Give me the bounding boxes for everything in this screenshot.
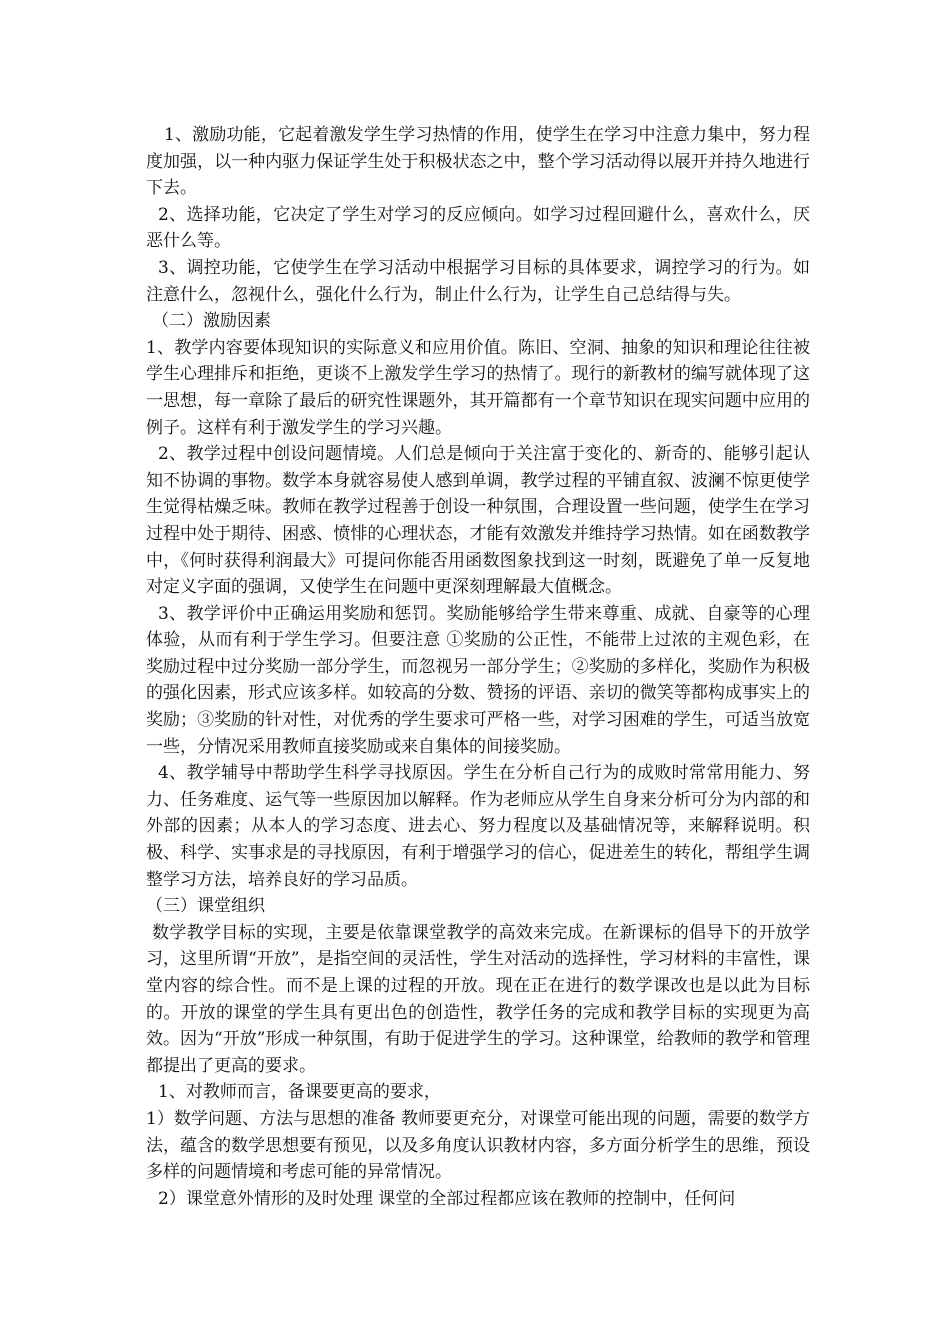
- paragraph-factor-2: 2、教学过程中创设问题情境。人们总是倾向于关注富于变化的、新奇的、能够引起认知不协调的事物。数学本身就容易使人感到单调，教学过程的平铺直叙、波澜不惊更使学生觉得枯燥乏味。教师在教学过程善于创设一种氛围，合理设置一些问题，使学生在学习过程中处于期待、困惑、愤悱的心理状态，才能有效激发并维持学习热情。如在函数教学中，《何时获得利润最大》可提问你能否用函数图象找到这一时刻，既避免了单一反复地对定义字面的强调，又使学生在问题中更深刻理解最大值概念。: [146, 444, 810, 598]
- paragraph-teacher-requirements: 1、对教师而言，备课要更高的要求，: [158, 1082, 441, 1103]
- heading-classroom-organization: （三）课堂组织: [146, 896, 265, 917]
- paragraph-factor-4: 4、教学辅导中帮助学生科学寻找原因。学生在分析自己行为的成败时常常用能力、努力、任务难度、运气等一些原因加以解释。作为老师应从学生自身来分析可分为内部的和外部的因素；从本人的学习态度、进去心、努力程度以及基础情况等，来解释说明。积极、科学、实事求是的寻找原因，有利于增强学习的信心，促进差生的转化，帮组学生调整学习方法，培养良好的学习品质。: [146, 763, 810, 890]
- paragraph-factor-1: 1、教学内容要体现知识的实际意义和应用价值。陈旧、空洞、抽象的知识和理论往往被学生心理排斥和拒绝，更谈不上激发学生学习的热情了。现行的新教材的编写就体现了这一思想，每一章除了最后的研究性课题外，其开篇都有一个章节知识在现实问题中应用的例子。这样有利于激发学生的学习兴趣。: [146, 337, 810, 438]
- heading-incentive-factors: （二）激励因素: [152, 311, 271, 332]
- paragraph-selection-function: 2、选择功能，它决定了学生对学习的反应倾向。如学习过程回避什么，喜欢什么，厌恶什么等。: [146, 204, 810, 252]
- paragraph-preparation: 1）数学问题、方法与思想的准备 教师要更充分，对课堂可能出现的问题，需要的数学方法，蕴含的数学思想要有预见，以及多角度认识教材内容，多方面分析学生的思维，预设多样的问题情境和考虑可能的异常情况。: [146, 1108, 810, 1183]
- paragraph-incentive-function: 1、激励功能，它起着激发学生学习热情的作用，使学生在学习中注意力集中，努力程度加强，以一种内驱力保证学生处于积极状态之中，整个学习活动得以展开并持久地进行下去。: [146, 125, 810, 199]
- paragraph-unexpected-handling: 2）课堂意外情形的及时处理 课堂的全部过程都应该在教师的控制中，任何问: [158, 1188, 736, 1209]
- document-page: [146, 122, 810, 1212]
- paragraph-classroom-intro: 数学教学目标的实现，主要是依靠课堂教学的高效来完成。在新课标的倡导下的开放学习，这里所谓“开放”，是指空间的灵活性，学生对活动的选择性，学习材料的丰富性，课堂内容的综合性。而不是上课的过程的开放。现在正在进行的数学课改也是以此为目标的。开放的课堂的学生具有更出色的创造性，教学任务的完成和教学目标的实现更为高效。因为“开放”形成一种氛围，有助于促进学生的学习。这种课堂，给教师的教学和管理都提出了更高的要求。: [146, 922, 810, 1076]
- paragraph-control-function: 3、调控功能，它使学生在学习活动中根据学习目标的具体要求，调控学习的行为。如注意什么，忽视什么，强化什么行为，制止什么行为，让学生自己总结得与失。: [146, 257, 810, 305]
- paragraph-factor-3: 3、教学评价中正确运用奖励和惩罚。奖励能够给学生带来尊重、成就、自豪等的心理体验，从而有利于学生学习。但要注意 ①奖励的公正性，不能带上过浓的主观色彩，在奖励过程中过分奖励一部分学生，而忽视另一部分学生；②奖励的多样化，奖励作为积极的强化因素，形式应该多样。如较高的分数、赞扬的评语、亲切的微笑等都构成事实上的奖励；③奖励的针对性，对优秀的学生要求可严格一些，对学习困难的学生，可适当放宽一些，分情况采用教师直接奖励或来自集体的间接奖励。: [146, 603, 810, 757]
